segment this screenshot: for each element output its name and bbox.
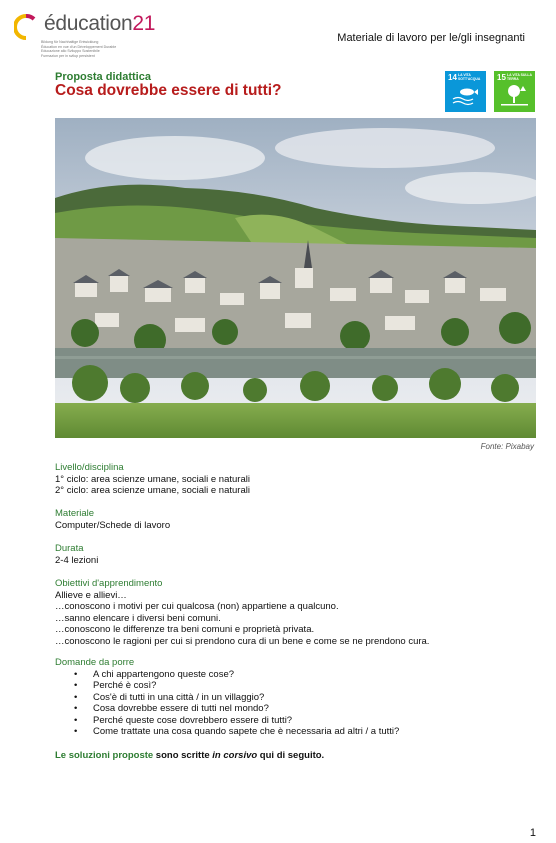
goal-line: …sanno elencare i diversi beni comuni.	[55, 612, 221, 624]
section-heading: Durata	[55, 543, 84, 554]
solutions-note: Le soluzioni proposte sono scritte in corsivo qui di seguito.	[55, 750, 325, 761]
section-level	[55, 462, 250, 497]
section-duration	[55, 543, 98, 566]
sdg-14-badge: 14 LA VITA SOTT'ACQUA	[445, 71, 486, 112]
section-heading: Materiale	[55, 508, 95, 519]
question-list	[55, 669, 399, 738]
logo-arc-icon	[14, 14, 38, 40]
sdg-15-badge: 15 LA VITA SULLA TERRA	[494, 71, 535, 112]
section-questions	[55, 657, 399, 738]
goal-line: …conoscono i motivi per cui qualcosa (non) appartiene a qualcuno.	[55, 601, 339, 612]
page-number: 1	[529, 827, 536, 839]
logo-tagline: Bildung für Nachhaltige Entwicklung Éducation en vue d'un Développement Durable Educazione allo Sviluppo Sostenibile Furmaziun per in svilup persistent	[41, 40, 117, 58]
page-title: Cosa dovrebbe essere di tutti?	[55, 82, 282, 99]
material-line: Computer/Schede di lavoro	[55, 519, 171, 531]
education21-logo	[14, 10, 164, 58]
fish-icon	[445, 71, 486, 112]
tree-icon	[494, 71, 535, 112]
section-heading: Domande da porre	[55, 657, 135, 668]
logo-wordmark: éducation21	[44, 12, 156, 35]
list-item: • Cos'è di tutti in una città / in un villaggio?	[55, 692, 399, 704]
document-type-label: Materiale di lavoro per le/gli insegnanti	[337, 32, 525, 44]
level-line: 2° ciclo: area scienze umane, sociali e naturali	[55, 485, 250, 496]
list-item: • Cosa dovrebbe essere di tutti nel mondo?	[55, 703, 399, 715]
list-item: • Perché queste cose dovrebbero essere di tutti?	[55, 715, 399, 727]
goal-line: …conoscono le differenze tra beni comuni e proprietà privata.	[55, 624, 315, 635]
section-material	[55, 508, 170, 531]
section-goals	[55, 578, 429, 647]
level-line: 1° ciclo: area scienze umane, sociali e naturali	[55, 473, 250, 485]
section-heading: Obiettivi d'apprendimento	[55, 578, 163, 589]
goal-line: Allieve e allievi…	[55, 589, 127, 601]
goal-line: …conoscono le ragioni per cui si prendono cura di un bene e come se ne prendono cura.	[55, 635, 430, 647]
duration-line: 2-4 lezioni	[55, 554, 99, 566]
list-item: • Perché è così?	[55, 680, 399, 692]
list-item: • A chi appartengono queste cose?	[55, 669, 399, 681]
list-item: • Come trattate una cosa quando sapete che è necessaria ad altri / a tutti?	[55, 726, 399, 738]
kicker: Proposta didattica	[55, 71, 151, 83]
photo-credit: Fonte: Pixabay	[480, 442, 534, 451]
landscape-photo	[55, 118, 536, 438]
section-heading: Livello/disciplina	[55, 462, 124, 473]
